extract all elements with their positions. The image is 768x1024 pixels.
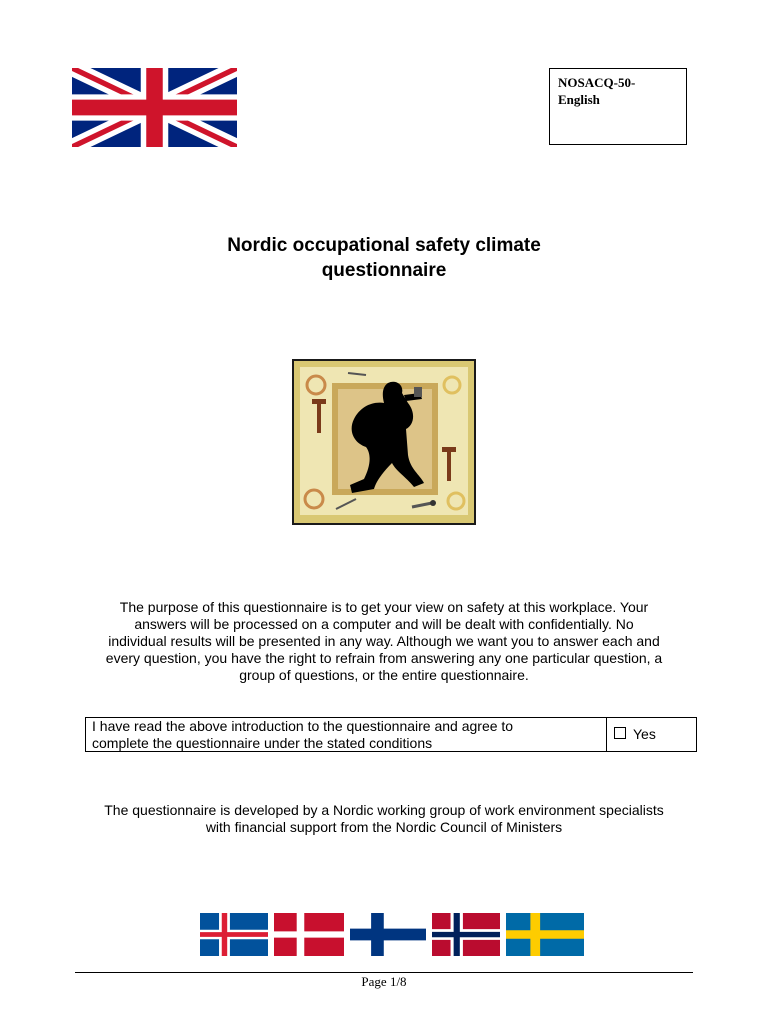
development-note — [60, 802, 708, 836]
iceland-flag-icon — [200, 913, 268, 956]
sweden-flag-icon — [506, 913, 584, 956]
consent-line1: I have read the above introduction to the questionnaire and agree to — [92, 718, 514, 734]
title-line2: questionnaire — [321, 260, 447, 281]
footer-rule — [75, 972, 693, 973]
finland-flag-icon — [350, 913, 426, 956]
intro-line: The purpose of this questionnaire is to get your view on safety at this workplace. Your — [119, 599, 649, 615]
denmark-flag-icon — [274, 913, 344, 956]
table-divider — [606, 718, 607, 751]
intro-line: individual results will be presented in any way. Although we want you to answer each and — [108, 633, 660, 649]
document-code-line2: English — [558, 92, 600, 107]
consent-table — [85, 717, 697, 752]
development-note-line1: The questionnaire is developed by a Nordic working group of work environment specialists — [104, 802, 664, 818]
development-note-line2: with financial support from the Nordic Council of Ministers — [205, 819, 563, 835]
consent-line2: complete the questionnaire under the stated conditions — [92, 735, 433, 751]
worker-illustration — [292, 359, 476, 525]
intro-line: group of questions, or the entire questionnaire. — [239, 667, 529, 683]
norway-flag-icon — [432, 913, 500, 956]
page-title — [0, 233, 768, 283]
intro-line: every question, you have the right to refrain from answering any one particular question, a — [105, 650, 663, 666]
consent-statement — [92, 718, 592, 752]
document-code-box — [549, 68, 687, 145]
uk-flag-icon — [72, 68, 237, 147]
document-code-line1: NOSACQ-50- — [558, 75, 636, 90]
title-line1: Nordic occupational safety climate — [227, 235, 541, 256]
yes-checkbox[interactable] — [614, 727, 626, 739]
intro-line: answers will be processed on a computer and will be dealt with confidentially. No — [134, 616, 634, 632]
page-number: Page 1/8 — [361, 974, 407, 989]
intro-paragraph — [70, 599, 698, 684]
yes-label[interactable]: Yes — [633, 726, 656, 742]
